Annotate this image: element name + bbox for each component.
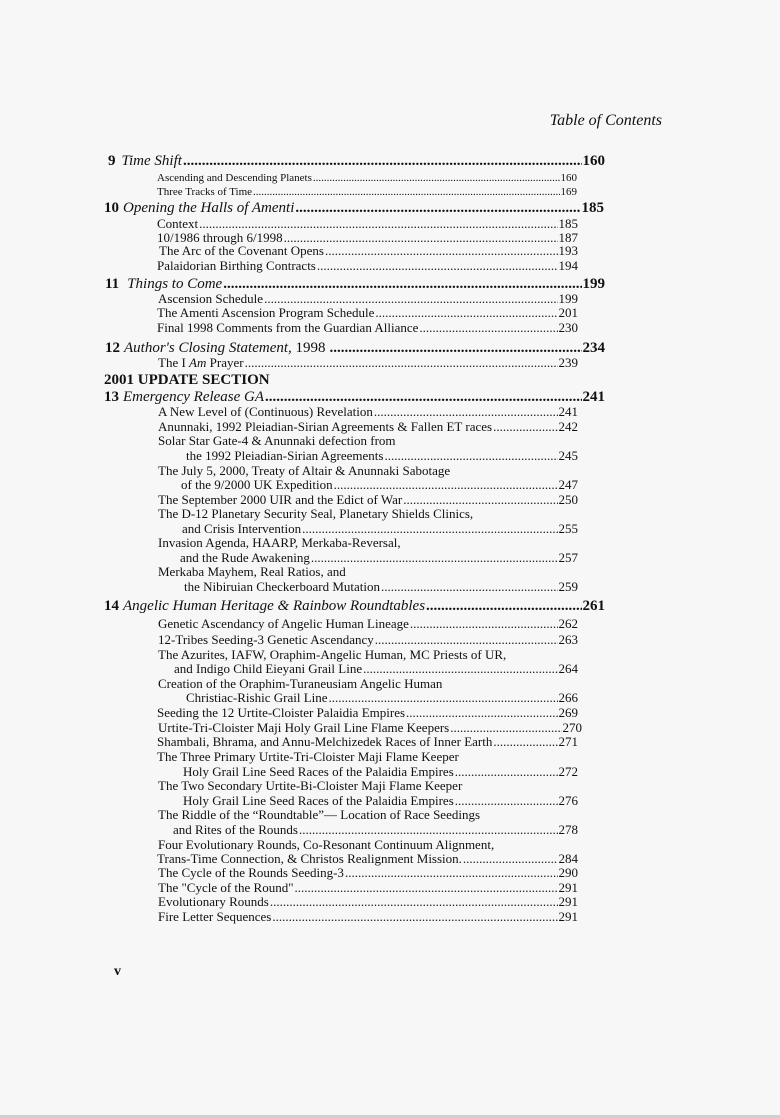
entry-text-em: Am [189,355,207,370]
toc-entry-line2[interactable] [186,448,578,464]
toc-entry[interactable] [158,632,578,648]
toc-entry-line2[interactable] [181,477,578,493]
toc-entry[interactable] [157,734,578,750]
entry-text: The Three Primary Urtite-Tri-Cloister Maji Flame Keeper [157,749,459,764]
entry-page: 259 [558,579,578,594]
entry-text: The Azurites, IAFW, Oraphim-Angelic Human, MC Priests of UR, [158,647,507,662]
toc-entry[interactable] [158,355,578,371]
toc-entry[interactable] [157,320,578,336]
entry-text: Palaidorian Birthing Contracts [157,258,316,273]
entry-text: Evolutionary Rounds [158,894,269,909]
entry-text: 12-Tribes Seeding-3 Genetic Ascendancy [158,632,374,647]
entry-page: 276 [558,793,578,808]
chapter-title: Time Shift [121,153,182,169]
toc-entry[interactable] [158,894,578,910]
entry-text: The Amenti Ascension Program Schedule [157,305,375,320]
chapter-number: 13 [104,389,119,405]
chapter-title: Angelic Human Heritage & Rainbow Roundtables [123,598,426,614]
running-header: Table of Contents [549,112,662,129]
entry-page: 193 [558,243,578,258]
entry-page: 230 [558,320,578,335]
toc-entry[interactable] [158,909,578,925]
toc-entry-line2[interactable] [173,822,578,838]
entry-page: 270 [562,720,582,735]
entry-page: 199 [558,291,578,306]
entry-page: 266 [558,690,578,705]
entry-page: 187 [558,230,578,245]
toc-entry-line1[interactable] [158,433,578,449]
toc-entry-line1[interactable] [158,564,578,580]
entry-page: 278 [558,822,578,837]
toc-entry[interactable] [157,186,577,198]
entry-text: Context [157,216,199,231]
entry-text: Three Tracks of Time [157,186,253,198]
entry-text-cont: the 1992 Pleiadian-Sirian Agreements [186,448,384,463]
toc-entry[interactable] [157,258,578,274]
entry-text: Solar Star Gate-4 & Anunnaki defection from [158,433,396,448]
entry-text-cont: and Rites of the Rounds [173,822,298,837]
entry-text-cont: Holy Grail Line Seed Races of the Palaidia Empires [183,793,454,808]
entry-text-cont: Christiac-Rishic Grail Line [186,690,328,705]
chapter-number: 9 [108,153,116,169]
entry-text-cont: and Indigo Child Eieyani Grail Line [174,661,363,676]
entry-text: Shambali, Bhrama, and Annu-Melchizedek Races of Inner Earth [157,734,493,749]
toc-entry-line1[interactable] [158,807,578,823]
entry-text: The Riddle of the “Roundtable”— Location of Race Seedings [158,807,481,822]
chapter-number: 14 [104,598,119,614]
entry-page: 269 [558,705,578,720]
toc-entry-line1[interactable] [157,749,578,765]
entry-page: 284 [558,851,578,866]
entry-page: 272 [558,764,578,779]
chapter-number: 10 [104,200,119,216]
entry-text: Urtite-Tri-Cloister Maji Holy Grail Line Flame Keepers [158,720,450,735]
entry-page: 291 [558,880,578,895]
toc-entry[interactable] [158,404,578,420]
entry-text: The Two Secondary Urtite-Bi-Cloister Maji Flame Keeper [158,778,463,793]
entry-text-cont: and Crisis Intervention [182,521,302,536]
chapter-9-entry[interactable] [108,153,605,170]
entry-text: Seeding the 12 Urtite-Cloister Palaidia Empires [157,705,406,720]
entry-text-cont: Holy Grail Line Seed Races of the Palaidia Empires [183,764,454,779]
entry-text: 10/1986 through 6/1998 [157,230,283,245]
entry-text: Merkaba Mayhem, Real Ratios, and [158,564,346,579]
chapter-title-year: 1998 [291,340,326,356]
entry-page: 250 [558,492,578,507]
chapter-page: 185 [581,200,604,216]
toc-entry-line1[interactable] [158,778,578,794]
entry-text: Four Evolutionary Rounds, Co-Resonant Continuum Alignment, [158,837,495,852]
toc-entry[interactable] [157,305,578,321]
entry-page: 291 [558,894,578,909]
entry-text: Final 1998 Comments from the Guardian Alliance [157,320,419,335]
chapter-page: 199 [582,276,605,292]
chapter-page: 241 [582,389,605,405]
entry-text: Ascending and Descending Planets [157,172,312,184]
chapter-title: Opening the Halls of Amenti [123,200,295,216]
toc-entry-line2[interactable] [186,690,578,706]
entry-page: 194 [558,258,578,273]
entry-text: Creation of the Oraphim-Turaneusiam Angelic Human [158,676,443,691]
chapter-title: Emergency Release GA [123,389,265,405]
toc-entry-line1[interactable] [158,535,578,551]
toc-entry[interactable] [157,705,578,721]
chapter-14-entry[interactable] [104,598,605,615]
entry-page: 263 [558,632,578,647]
entry-page: 262 [558,616,578,631]
entry-page: 185 [558,216,578,231]
chapter-10-entry[interactable] [104,200,604,217]
toc-entry-line1[interactable] [158,506,578,522]
entry-page: 247 [558,477,578,492]
entry-text: Invasion Agenda, HAARP, Merkaba-Reversal, [158,535,401,550]
entry-text-cont: of the 9/2000 UK Expedition [181,477,333,492]
entry-text: The D-12 Planetary Security Seal, Planetary Shields Clinics, [158,506,474,521]
entry-text: The September 2000 UIR and the Edict of War [158,492,403,507]
entry-page: 241 [558,404,578,419]
page-number: v [114,964,121,979]
entry-page: 201 [558,305,578,320]
entry-page: 239 [558,355,578,370]
entry-text-post: Prayer [206,355,244,370]
entry-text: Fire Letter Sequences [158,909,272,924]
toc-entry-line2[interactable] [174,661,578,677]
entry-text-cont: and the Rude Awakening [180,550,310,565]
entry-page: 245 [558,448,578,463]
chapter-title: Things to Come [127,276,223,292]
entry-text: The "Cycle of the Round" [158,880,294,895]
entry-text-pre: The I [158,355,190,370]
entry-text: A New Level of (Continuous) Revelation [158,404,373,419]
chapter-page: 160 [582,153,605,169]
entry-text: Anunnaki, 1992 Pleiadian-Sirian Agreements & Fallen ET races [158,419,493,434]
entry-text: Ascension Schedule [158,291,264,306]
entry-page: 264 [558,661,578,676]
entry-page: 271 [558,734,578,749]
toc-entry[interactable] [158,616,578,632]
entry-page: 290 [558,865,578,880]
entry-page: 255 [558,521,578,536]
entry-page: 257 [558,550,578,565]
entry-page: 291 [558,909,578,924]
entry-text-cont: the Nibiruian Checkerboard Mutation [184,579,381,594]
entry-page: 242 [558,419,578,434]
entry-text: The Arc of the Covenant Opens [159,243,324,258]
chapter-title: Author's Closing Statement, [124,340,292,356]
update-section-heading: 2001 UPDATE SECTION [104,372,270,388]
toc-entry[interactable] [158,865,578,881]
entry-page: 169 [560,186,577,198]
chapter-page: 261 [582,598,605,614]
chapter-number: 12 [105,340,120,356]
entry-text: The Cycle of the Rounds Seeding-3 [158,865,344,880]
toc-entry[interactable] [157,172,577,184]
entry-page: 160 [560,172,577,184]
entry-text-cont: Trans-Time Connection, & Christos Realignment Mission. [157,851,462,866]
entry-text: Genetic Ascendancy of Angelic Human Lineage [158,616,409,631]
entry-text: The July 5, 2000, Treaty of Altair & Anunnaki Sabotage [158,463,451,478]
toc-entry[interactable] [159,243,578,259]
chapter-number: 11 [105,276,120,292]
toc-entry-line2[interactable] [184,579,578,595]
chapter-page: 234 [582,340,605,356]
